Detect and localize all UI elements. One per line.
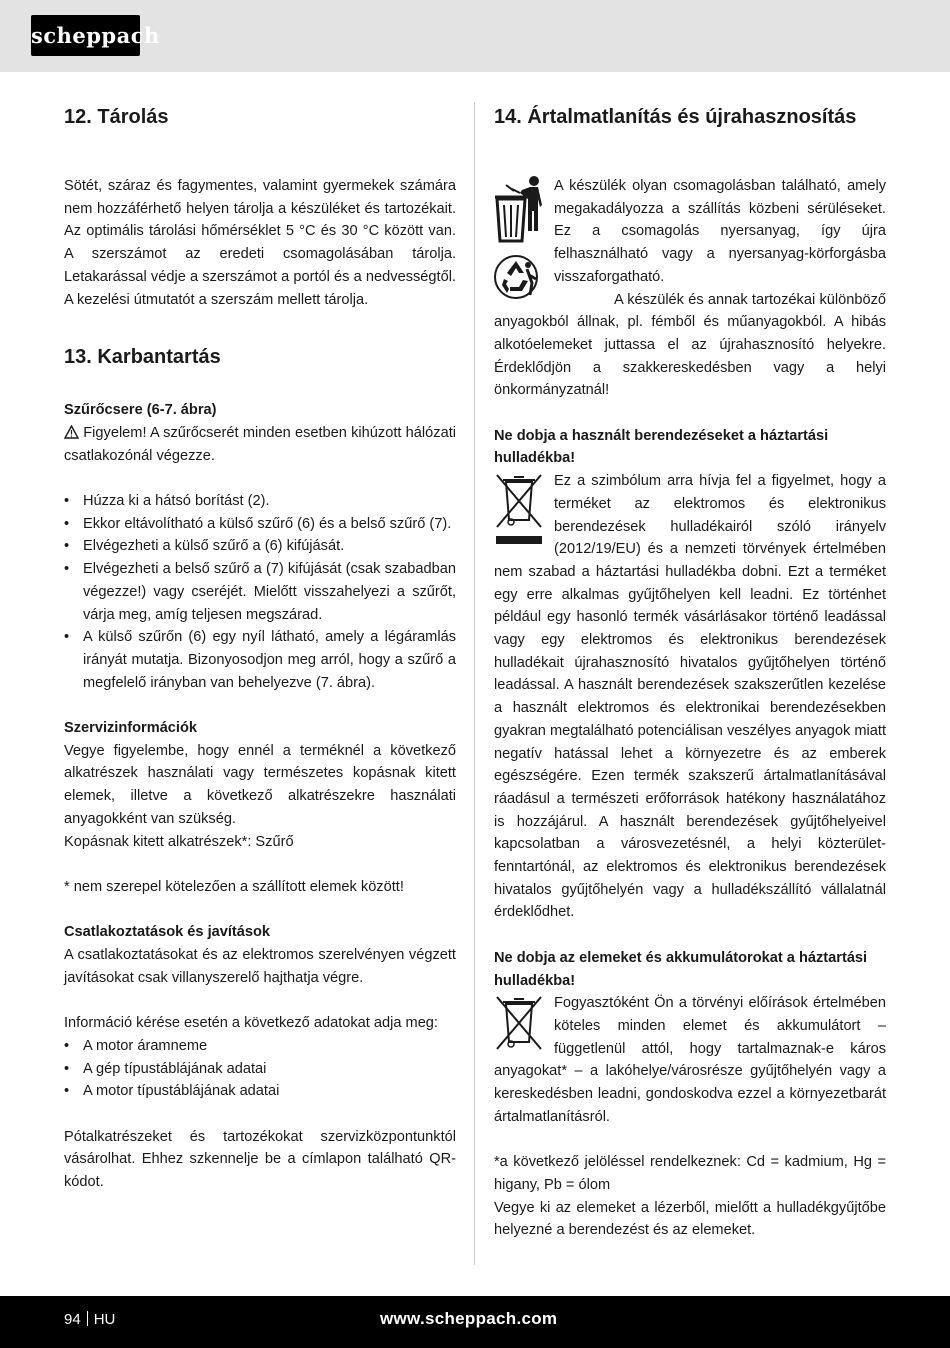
page-number: 94 — [64, 1311, 81, 1328]
scheppach-logo: scheppach — [31, 15, 140, 56]
list-item: • Elvégezheti a külső szűrő a (6) kifújását. — [64, 535, 456, 558]
packaging-text: A készülék olyan csomagolásban található, amely megakadályozza a szállítás közbeni sérüléseket. Ez a csomagolás nyersanyag, így újra felhasználható vagy a nyersanyag-körforgásba visszaforgatható. — [554, 178, 886, 285]
recycle-icon — [494, 251, 550, 303]
filter-warning — [64, 422, 456, 467]
list-item: • Elvégezheti a belső szűrő a (7) kifújását (csak szabadban végezze!) vagy cseréjét. Mielőtt visszahelyezi a szűrőt, várja meg, amíg teljesen megszárad. — [64, 558, 456, 626]
wear-parts-text: Kopásnak kitett alkatrészek*: Szűrő — [64, 833, 294, 850]
battery-icon-wrapper — [494, 992, 550, 1058]
crossed-out-bin-icon — [494, 472, 544, 552]
trash-bin-person-icon — [494, 175, 550, 245]
spare-parts-text: Pótalkatrészeket és tartozékokat szervizközpontunktól vásárolhat. Ehhez szkennelje be a címlapon található QR-kódot. — [64, 1128, 456, 1191]
battery-removal-text: Vegye ki az elemeket a lézerből, mielőtt a hulladékgyűjtőbe helyezné a berendezést és az elemeket. — [494, 1199, 886, 1239]
footer-bar — [0, 1296, 950, 1348]
info-text: Információ kérése esetén a következő adatokat adja meg: — [64, 1015, 438, 1032]
recycling-icons — [494, 175, 550, 309]
battery-heading: Ne dobja az elemeket és akkumulátorokat a háztartási hulladékba! — [494, 949, 868, 989]
website-link[interactable]: www.scheppach.com — [380, 1309, 558, 1328]
header-bar — [0, 0, 950, 72]
weee-icon-wrapper — [494, 470, 550, 560]
column-divider — [474, 102, 475, 1265]
list-item: • A motor típustáblájának adatai — [64, 1080, 456, 1103]
right-column — [494, 103, 886, 1242]
warning-triangle-icon — [64, 425, 79, 439]
list-item: • A külső szűrőn (6) egy nyíl látható, amely a légáramlás irányát mutatja. Bizonyosodjon meg arról, hogy a szűrő a megfelelő irányban van behelyezve (7. ábra). — [64, 626, 456, 694]
footnote-text: * nem szerepel kötelezően a szállított elemek között! — [64, 878, 404, 895]
repair-heading: Csatlakoztatások és javítások — [64, 924, 271, 941]
filter-heading: Szűrőcsere (6-7. ábra) — [64, 402, 217, 419]
list-item: • A motor áramneme — [64, 1035, 456, 1058]
separator — [87, 1311, 88, 1326]
list-item: • A gép típustáblájának adatai — [64, 1058, 456, 1081]
materials-text: A készülék és annak tartozékai különböző anyagokból állnak, pl. fémből és műanyagokból. A hibás alkotóelemeket juttassa el az újrahasznosító helyekre. Érdeklődjön a szakkereskedésben vagy a helyi önkormányzatnál! — [494, 291, 886, 399]
page-number-block — [64, 1311, 115, 1328]
storage-title: 12. Tárolás — [64, 106, 169, 128]
weee-text: Ez a szimbólum arra hívja fel a figyelmet, hogy a terméket az elektromos és elektronikus berendezések hulladékairól szóló irányelv (2012/19/EU) és a nemzeti törvények értelmében nem szabad a háztartási hulladékba dobni. Ezt a terméket egy erre alkalmas gyűjtőhelyen kell leadni. Ez történhet például egy hasonló termék vásárlásakor történő leadással vagy egy elektromos és elektronikus berendezések hulladékait újrahasznosító hivatalos gyűjtőhelyen történő leadással. A használt berendezések szakszerűtlen kezelése a használt elektromos és elektronikai berendezésekben gyakran megtalálható potenciálisan veszélyes anyagok miatt negatív hatással lehet a környezetre és az emberek egészségére. Ezen termék szakszerű ártalmatlanításával ráadásul a természeti erőforrások hatékony használatához is hozzájárul. A használt berendezések gyűjtőhelyeivel kapcsolatban a városvezetésnél, a helyi közterület-fenntartónál, az elektromos és elektronikus berendezések hivatalos gyűjtőhelyén vagy a hulladékszállító vállalatnál érdeklődhet. — [494, 473, 886, 921]
storage-text: Sötét, száraz és fagymentes, valamint gyermekek számára nem hozzáférhető helyen tárolja a készüléket és tartozékait. Az optimális tárolási hőmérséklet 5 °C és 30 °C között van. A szerszámot az eredeti csomagolásában tárolja. Letakarással védje a szerszámot a portól és a nedvességtől. A kezelési útmutatót a szerszám mellett tárolja. — [64, 178, 456, 308]
language-code: HU — [93, 1311, 116, 1328]
disposal-title: 14. Ártalmatlanítás és újrahasznosítás — [494, 106, 857, 128]
service-heading: Szervizinformációk — [64, 720, 198, 737]
weee-heading: Ne dobja a használt berendezéseket a háztartási hulladékba! — [494, 427, 829, 467]
crossed-out-battery-bin-icon — [494, 994, 544, 1054]
info-list — [64, 1035, 456, 1103]
marking-note: *a következő jelöléssel rendelkeznek: Cd = kadmium, Hg = higany, Pb = ólom — [494, 1154, 886, 1193]
battery-text: Fogyasztóként Ön a törvényi előírások értelmében köteles minden elemet és akkumulátort – függetlenül attól, hogy tartalmaznak-e káros anyagokat* – a lakóhelye/városrésze gyűjtőhelyén vagy a kereskedésben leadni, gondoskodva ezzel a környezetbarát ártalmatlanításról. — [494, 995, 886, 1125]
list-item: • Húzza ki a hátsó borítást (2). — [64, 490, 456, 513]
filter-warning-text: Figyelem! A szűrőcserét minden esetben kihúzott hálózati csatlakozónál végezze. — [64, 424, 456, 464]
repair-text: A csatlakoztatásokat és az elektromos szerelvényen végzett javításokat csak villanyszerelő hajthatja végre. — [64, 947, 456, 986]
list-item: • Ekkor eltávolítható a külső szűrő (6) és a belső szűrő (7). — [64, 513, 456, 536]
maintenance-title: 13. Karbantartás — [64, 346, 221, 369]
left-column — [64, 103, 456, 1194]
service-text: Vegye figyelembe, hogy ennél a terméknél a következő alkatrészek használati vagy természetes kopásnak kitett elemek, illetve a következő alkatrészekre használati anyagokként van szükség. — [64, 742, 456, 827]
filter-steps-list — [64, 490, 456, 694]
